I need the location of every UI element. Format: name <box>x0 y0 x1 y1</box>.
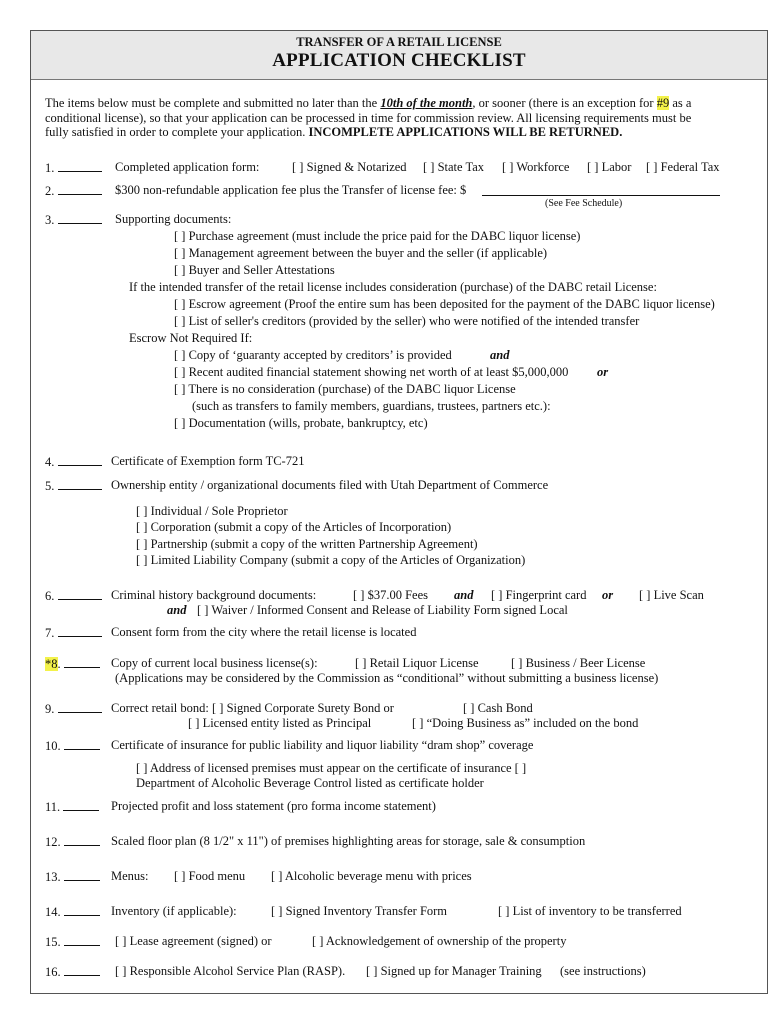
intro-text: as a <box>672 96 692 110</box>
checkbox-escrow-agreement[interactable]: [ ] Escrow agreement (Proof the entire sum has been deposited for the payment of the DABC liquor license) <box>174 297 715 311</box>
item-9-number: 9. <box>45 701 102 717</box>
checkbox-workforce[interactable]: [ ] Workforce <box>502 160 570 174</box>
item-4-check-blank[interactable] <box>58 454 102 466</box>
item-2-number: 2. <box>45 183 102 199</box>
item-14-check-blank[interactable] <box>64 904 100 916</box>
checkbox-food-menu[interactable]: [ ] Food menu <box>174 869 246 883</box>
or-connector: or <box>597 365 609 379</box>
and-connector: and <box>490 348 510 362</box>
checkbox-corporation[interactable]: [ ] Corporation (submit a copy of the Articles of Incorporation) <box>136 520 452 534</box>
checkbox-rasp[interactable]: [ ] Responsible Alcohol Service Plan (RASP). <box>115 964 346 978</box>
intro-text: , or sooner (there is an exception for <box>472 96 654 110</box>
item-8-number: *8. <box>45 656 100 672</box>
checkbox-federal-tax[interactable]: [ ] Federal Tax <box>646 160 720 174</box>
intro-line-1 <box>45 96 691 111</box>
header-subtitle: TRANSFER OF A RETAIL LICENSE <box>296 35 502 49</box>
checkbox-labor[interactable]: [ ] Labor <box>587 160 632 174</box>
escrow-not-required: Escrow Not Required If: <box>129 331 253 345</box>
item-9-label: Correct retail bond: [ ] Signed Corporate Surety Bond or <box>111 701 394 715</box>
checkbox-management-agreement[interactable]: [ ] Management agreement between the buyer and the seller (if applicable) <box>174 246 548 260</box>
item-3-label: Supporting documents: <box>115 212 232 226</box>
checkbox-purchase-agreement[interactable]: [ ] Purchase agreement (must include the price paid for the DABC liquor license) <box>174 229 581 243</box>
item-4-number: 4. <box>45 454 102 470</box>
consideration-condition: If the intended transfer of the retail license includes consideration (purchase) of the DABC retail License: <box>129 280 657 294</box>
item-13-number: 13. <box>45 869 100 885</box>
item-10-check-blank[interactable] <box>64 738 100 750</box>
incomplete-warning: INCOMPLETE APPLICATIONS WILL BE RETURNED. <box>308 125 623 139</box>
item-12-check-blank[interactable] <box>64 834 100 846</box>
checkbox-no-consideration[interactable]: [ ] There is no consideration (purchase) of the DABC liquor License <box>174 382 516 396</box>
item-2-check-blank[interactable] <box>58 183 102 195</box>
checkbox-business-beer-license[interactable]: [ ] Business / Beer License <box>511 656 646 670</box>
item-3-check-blank[interactable] <box>58 212 102 224</box>
item-13-label: Menus: <box>111 869 149 883</box>
intro-text: The items below must be complete and submitted no later than the <box>45 96 378 110</box>
item-8-label: Copy of current local business license(s): <box>111 656 318 670</box>
item-3-number: 3. <box>45 212 102 228</box>
item-16-number: 16. <box>45 964 100 980</box>
item-9-check-blank[interactable] <box>58 701 102 713</box>
item-11-number: 11. <box>45 799 99 815</box>
intro-line-2: conditional license), so that your application can be processed in time for commission review. All licensing requirements must be <box>45 111 692 125</box>
item-1-number: 1. <box>45 160 102 176</box>
transfer-fee-field[interactable] <box>482 184 720 196</box>
item-6-number: 6. <box>45 588 102 604</box>
item-11-label: Projected profit and loss statement (pro forma income statement) <box>111 799 436 813</box>
item-14-number: 14. <box>45 904 100 920</box>
item-7-number: 7. <box>45 625 102 641</box>
conditional-note: (Applications may be considered by the Commission as “conditional” without submitting a business license) <box>115 671 659 685</box>
and-connector: and <box>167 603 187 617</box>
checkbox-dba-on-bond[interactable]: [ ] “Doing Business as” included on the bond <box>412 716 639 730</box>
checkbox-signed-notarized[interactable]: [ ] Signed & Notarized <box>292 160 407 174</box>
checkbox-documentation[interactable]: [ ] Documentation (wills, probate, bankruptcy, etc) <box>174 416 428 430</box>
item-8-highlight: *8 <box>45 657 58 671</box>
checkbox-ownership-acknowledgement[interactable]: [ ] Acknowledgement of ownership of the property <box>312 934 567 948</box>
checkbox-creditors-list[interactable]: [ ] List of seller's creditors (provided by the seller) who were notified of the intended transfer <box>174 314 640 328</box>
item-12-label: Scaled floor plan (8 1/2" x 11") of premises highlighting areas for storage, sale & consumption <box>111 834 586 848</box>
checkbox-sole-proprietor[interactable]: [ ] Individual / Sole Proprietor <box>136 504 288 518</box>
checkbox-fees[interactable]: [ ] $37.00 Fees <box>353 588 428 602</box>
item-12-number: 12. <box>45 834 100 850</box>
item-8-check-blank[interactable] <box>64 656 100 668</box>
checkbox-retail-liquor-license[interactable]: [ ] Retail Liquor License <box>355 656 479 670</box>
checkbox-inventory-transfer-form[interactable]: [ ] Signed Inventory Transfer Form <box>271 904 448 918</box>
no-consideration-examples: (such as transfers to family members, guardians, trustees, partners etc.): <box>192 399 551 413</box>
item-5-label: Ownership entity / organizational documents filed with Utah Department of Commerce <box>111 478 549 492</box>
and-connector: and <box>454 588 474 602</box>
item-15-number: 15. <box>45 934 100 950</box>
checkbox-financial-statement[interactable]: [ ] Recent audited financial statement showing net worth of at least $5,000,000 <box>174 365 569 379</box>
checkbox-guaranty-copy[interactable]: [ ] Copy of ‘guaranty accepted by creditors’ is provided <box>174 348 452 362</box>
item-4-label: Certificate of Exemption form TC-721 <box>111 454 305 468</box>
checkbox-licensed-entity-principal[interactable]: [ ] Licensed entity listed as Principal <box>188 716 372 730</box>
item-5-check-blank[interactable] <box>58 478 102 490</box>
checkbox-partnership[interactable]: [ ] Partnership (submit a copy of the written Partnership Agreement) <box>136 537 478 551</box>
item-5-number: 5. <box>45 478 102 494</box>
see-instructions-note: (see instructions) <box>560 964 646 978</box>
checkbox-state-tax[interactable]: [ ] State Tax <box>423 160 485 174</box>
item-6-check-blank[interactable] <box>58 588 102 600</box>
item-13-check-blank[interactable] <box>64 869 100 881</box>
checkbox-inventory-list[interactable]: [ ] List of inventory to be transferred <box>498 904 682 918</box>
item-11-check-blank[interactable] <box>63 799 99 811</box>
item-14-label: Inventory (if applicable): <box>111 904 237 918</box>
checkbox-live-scan[interactable]: [ ] Live Scan <box>639 588 704 602</box>
fee-schedule-note: (See Fee Schedule) <box>545 198 623 209</box>
page-title: APPLICATION CHECKLIST <box>272 50 526 71</box>
checkbox-manager-training[interactable]: [ ] Signed up for Manager Training <box>366 964 542 978</box>
item-10-number: 10. <box>45 738 100 754</box>
dabc-certificate-holder: Department of Alcoholic Beverage Control listed as certificate holder <box>136 776 484 790</box>
intro-text: fully satisfied in order to complete your application. <box>45 125 306 139</box>
checkbox-premises-address[interactable]: [ ] Address of licensed premises must appear on the certificate of insurance [ ] <box>136 761 527 775</box>
item-1-label: Completed application form: <box>115 160 260 174</box>
item-7-check-blank[interactable] <box>58 625 102 637</box>
checkbox-beverage-menu[interactable]: [ ] Alcoholic beverage menu with prices <box>271 869 472 883</box>
exception-highlight: #9 <box>656 96 670 110</box>
checkbox-cash-bond[interactable]: [ ] Cash Bond <box>463 701 533 715</box>
checkbox-llc[interactable]: [ ] Limited Liability Company (submit a copy of the Articles of Organization) <box>136 553 526 567</box>
intro-line-3 <box>45 125 622 140</box>
header-bar <box>31 31 767 80</box>
checkbox-lease-agreement[interactable]: [ ] Lease agreement (signed) or <box>115 934 272 948</box>
item-15-check-blank[interactable] <box>64 934 100 946</box>
checkbox-fingerprint-card[interactable]: [ ] Fingerprint card <box>491 588 587 602</box>
checkbox-attestations[interactable]: [ ] Buyer and Seller Attestations <box>174 263 335 277</box>
or-connector: or <box>602 588 614 602</box>
checkbox-waiver[interactable]: [ ] Waiver / Informed Consent and Release of Liability Form signed Local <box>197 603 568 617</box>
item-16-check-blank[interactable] <box>64 964 100 976</box>
item-7-label: Consent form from the city where the retail license is located <box>111 625 417 639</box>
item-1-check-blank[interactable] <box>58 160 102 172</box>
item-10-label: Certificate of insurance for public liability and liquor liability “dram shop” coverage <box>111 738 534 752</box>
deadline-text: 10th of the month <box>380 96 473 110</box>
item-2-label: $300 non-refundable application fee plus the Transfer of license fee: $ <box>115 183 467 197</box>
item-6-label: Criminal history background documents: <box>111 588 317 602</box>
